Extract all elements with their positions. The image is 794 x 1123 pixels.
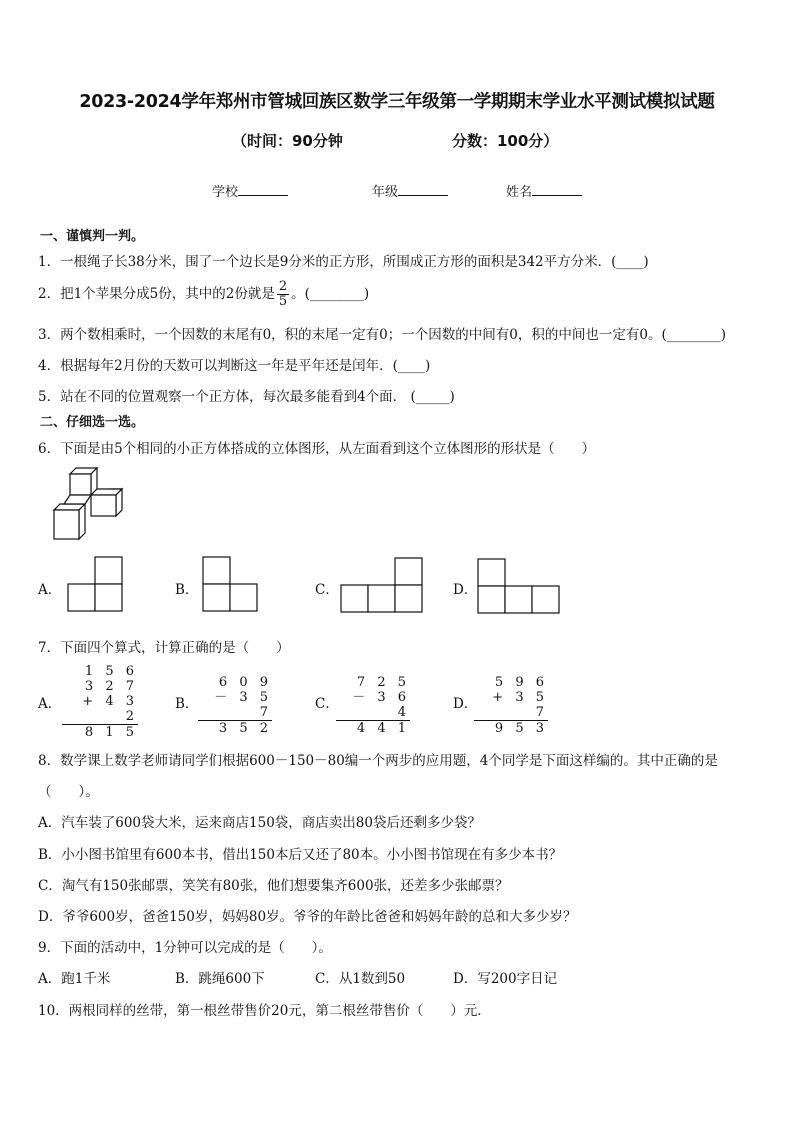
calc-row: － 3 5 7 [214,690,272,720]
question-2 [38,280,369,309]
question-10: 10．两根同样的丝带，第一根丝带售价20元，第二根丝带售价（ ）元． [38,1003,491,1019]
question-8: 8．数学课上数学老师请同学们根据600－150－80编一个两步的应用题，4个同学是下面这样编的。其中正确的是 [38,753,718,769]
q7-calc-b [198,675,272,736]
name-blank [532,183,582,196]
name-label: 姓名 [506,185,533,200]
page-title: 2023-2024学年郑州市管城回族区数学三年级第一学期期末学业水平测试模拟试题 [79,92,715,112]
section-2-heading: 二、仔细选一选。 [40,415,145,430]
q6-option-c-label: C． [315,582,339,598]
question-8-answer: （ ）。 [38,784,99,800]
q6-option-a-shape [68,556,124,612]
question-2-text: 2．把1个苹果分成5份，其中的2份就是 [38,286,275,302]
calc-row: 3 2 7 [84,679,138,694]
question-2-blank: 。(________) [291,286,370,302]
calc-row: 1 5 6 [84,664,138,679]
q7-option-a-label: A． [38,696,62,712]
calc-row: 7 2 5 [356,675,410,690]
question-6: 6．下面是由5个相同的小正方体搭成的立体图形，从左面看到这个立体图形的形状是（ ） [38,441,596,457]
calc-row: 6 0 9 [218,675,272,690]
calc-row: + 4 3 2 [82,694,138,724]
q7-option-c-label: C． [315,696,339,712]
calc-result: 9 5 3 [474,720,548,736]
section-1-heading: 一、谨慎判一判。 [40,229,145,244]
fraction-numerator: 2 [278,279,288,294]
question-4: 4．根据每年2月份的天数可以判断这一年是平年还是闰年．(____) [38,358,431,374]
q9-option-a: A．跑1千米 [38,971,111,987]
exam-time: （时间：90分钟 [232,132,343,150]
calc-row: + 3 5 7 [492,690,548,720]
q7-option-b-label: B． [175,696,199,712]
grade-field [372,181,448,200]
cube-figure [50,468,130,543]
school-blank [238,183,288,196]
q8-option-b: B．小小图书馆里有600本书，借出150本后又还了80本。小小图书馆现在有多少本书？ [38,847,563,863]
q8-option-d: D．爷爷600岁，爸爸150岁，妈妈80岁。爷爷的年龄比爸爸和妈妈年龄的总和大多少岁？ [38,909,577,925]
name-field [506,181,582,200]
school-field [212,181,288,200]
fraction [277,280,289,309]
q6-option-a-label: A． [38,582,62,598]
question-3: 3．两个数相乘时，一个因数的末尾有0，积的末尾一定有0；一个因数的中间有0，积的中间也一定有0。(________) [38,327,726,343]
q8-option-a: A．汽车装了600袋大米，运来商店150袋，商店卖出80袋后还剩多少袋？ [38,815,481,831]
calc-row: － 3 6 4 [352,690,410,720]
calc-result: 3 5 2 [198,720,272,736]
school-label: 学校 [212,185,239,200]
q7-calc-c [336,675,410,736]
question-5: 5．站在不同的位置观察一个正方体，每次最多能看到4个面． (_____) [38,389,455,405]
q6-option-b-shape [203,556,259,612]
calc-result: 4 4 1 [336,720,410,736]
question-9: 9．下面的活动中，1分钟可以完成的是（ ）。 [38,940,332,956]
q9-option-b: B．跳绳600下 [175,971,265,987]
exam-score: 分数：100分） [452,132,559,150]
q8-option-c: C．淘气有150张邮票，笑笑有80张，他们想要集齐600张，还差多少张邮票？ [38,878,509,894]
grade-blank [398,183,448,196]
calc-row: 5 9 6 [494,675,548,690]
grade-label: 年级 [372,185,399,200]
q7-calc-d [474,675,548,736]
q6-option-d-shape [478,558,562,614]
q7-option-d-label: D． [453,696,478,712]
q6-option-b-label: B． [175,582,199,598]
fraction-denominator: 5 [278,294,288,309]
q6-option-d-label: D． [453,582,478,598]
question-1: 1．一根绳子长38分米，围了一个边长是9分米的正方形，所围成正方形的面积是342平方分米．(____) [38,254,649,270]
calc-result: 8 1 5 [62,724,138,740]
question-7: 7．下面四个算式，计算正确的是（ ） [38,640,290,656]
q6-option-c-shape [341,557,425,613]
q7-calc-a [62,664,138,740]
q9-option-d: D．写200字日记 [453,971,558,987]
q9-option-c: C．从1数到50 [315,971,406,987]
